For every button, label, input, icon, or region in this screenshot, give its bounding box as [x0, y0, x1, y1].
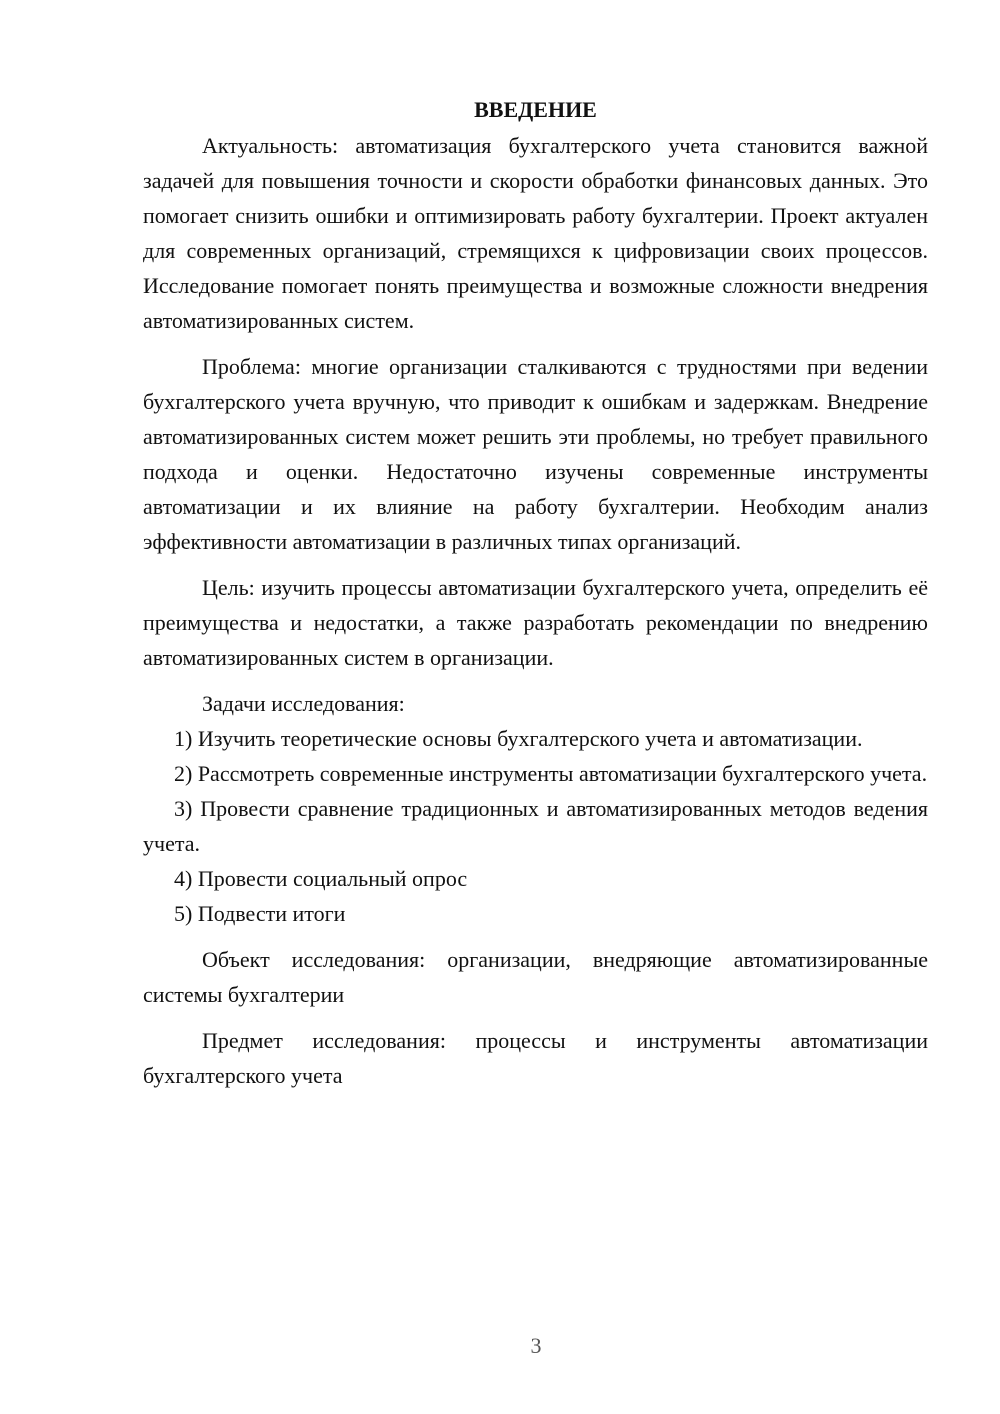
paragraph-subject: Предмет исследования: процессы и инструменты автоматизации бухгалтерского учета: [143, 1028, 928, 1088]
task-item-1: 1) Изучить теоретические основы бухгалтерского учета и автоматизации.: [174, 726, 863, 751]
task-item-3: 3) Провести сравнение традиционных и автоматизированных методов ведения учета.: [143, 796, 928, 856]
section-heading: ВВЕДЕНИЕ: [474, 97, 597, 122]
task-item-2: 2) Рассмотреть современные инструменты автоматизации бухгалтерского учета.: [174, 761, 928, 786]
tasks-title: Задачи исследования:: [202, 691, 405, 716]
task-item-5: 5) Подвести итоги: [174, 901, 346, 926]
page-number: 3: [530, 1333, 542, 1358]
task-item-4: 4) Провести социальный опрос: [174, 866, 468, 891]
paragraph-goal: Цель: изучить процессы автоматизации бухгалтерского учета, определить её преимущества и недостатки, а также разработать рекомендации по внедрению автоматизированных систем в организации.: [143, 575, 928, 670]
paragraph-object: Объект исследования: организации, внедряющие автоматизированные системы бухгалтерии: [143, 947, 928, 1007]
paragraph-relevance: Актуальность: автоматизация бухгалтерского учета становится важной задачей для повышения точности и скорости обработки финансовых данных. Это помогает снизить ошибки и оптимизировать работу бухгалтерии. Проект актуален для современных организаций, стремящихся к цифровизации своих процессов. Исследование помогает понять преимущества и возможные сложности внедрения автоматизированных систем.: [143, 133, 928, 333]
page-content: [143, 92, 928, 1093]
paragraph-problem: Проблема: многие организации сталкиваются с трудностями при ведении бухгалтерского учета вручную, что приводит к ошибкам и задержкам. Внедрение автоматизированных систем может решить эти проблемы, но требует правильного подхода и оценки. Недостаточно изучены современные инструменты автоматизации и их влияние на работу бухгалтерии. Необходим анализ эффективности автоматизации в различных типах организаций.: [143, 354, 928, 554]
